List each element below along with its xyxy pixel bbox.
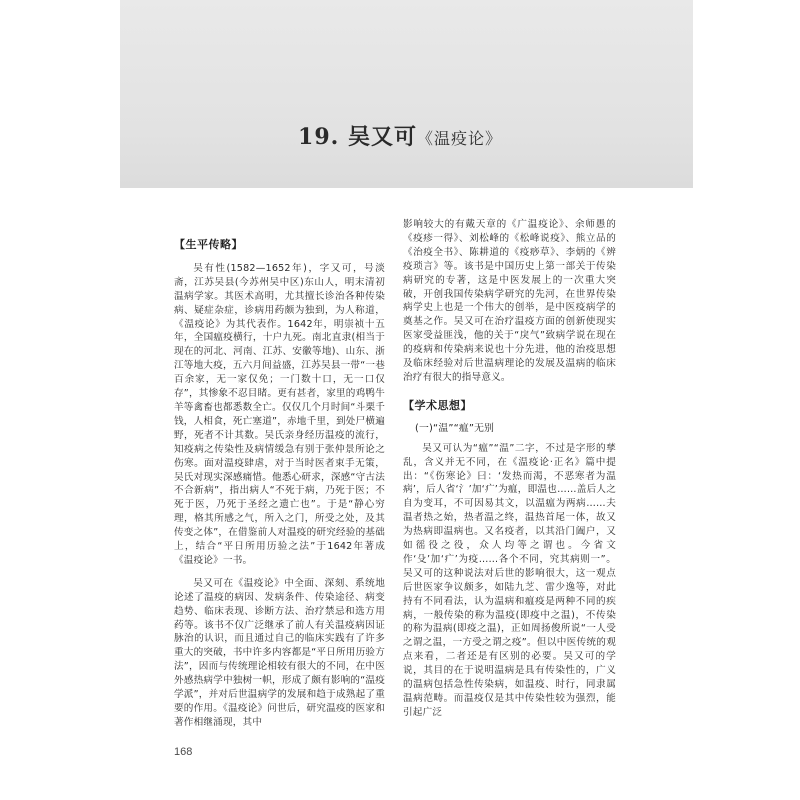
paragraph: 吴又可认为“瘟”“温”二字，不过是字形的孳乱，含义并无不同，在《温疫论·正名》篇中提出：“《伤寒论》曰：‘发热而渴，不恶寒者为温病’，后人省‘氵’加‘疒’为瘟，即温也……盖后人之自为变耳，不可因易其文，以温瘟为两病……夫温者热之始，热者温之终，温热首尾一体，故又为热病即温病也。又名疫者，以其沿门阖户，又如徭役之役，众人均等之谓也。今省文作‘殳’加‘疒’为疫……各个不同，究其病则一”。吴又可的这种说法对后世的影响很大，这一观点后世医家争议颇多，如陆九芝、雷少逸等，对此持有不同看法，认为温病和瘟疫是两种不同的疾病，一般传染的称为温疫(即疫中之温)，不传染的称为温病(即疫之温)，正如周扬俊所说“一人受之谓之温，一方受之谓之疫”。但以中医传统的观点来看，二者还是有区别的必要。吴又可的学说，其目的在于说明温病是具有传染性的，广义的温病包括急性传染病，如温疫、时行，同隶属温病范畴。而温疫仅是其中传染性较为强烈，能引起广泛 xyxy=(403,442,616,718)
section-heading-academic-thought: 【学术思想】 xyxy=(403,398,472,412)
chapter-title-book: 《温疫论》 xyxy=(416,129,502,148)
section-heading-biography: 【生平传略】 xyxy=(174,238,243,251)
chapter-title xyxy=(0,120,800,151)
paragraph-continuation: 影响较大的有戴天章的《广温疫论》、余师愚的《疫疹一得》、刘松峰的《松峰说疫》、熊立品的《治疫全书》、陈耕道的《疫痧草》、李炳的《辨疫琐言》等。该书是中国历史上第一部关于传染病研究的专著，这是中医发展上的一次重大突破，开创我国传染病学研究的先河，在世界传染病学史上也是一个伟大的创举，是中医疫病学的奠基之作。吴又可在治疗温疫方面的创新使现实医家受益匪浅，他的关于“戾气”致病学说在现在的疫病和传染病来说也十分先进，他的治疫思想及临床经验对后世温病理论的发展及温病的临床治疗有很大的指导意义。 xyxy=(403,219,616,383)
header-band xyxy=(120,0,693,188)
paragraph: 吴又可在《温疫论》中全面、深刻、系统地论述了温疫的病因、发病条件、传染途径、病变趋势、临床表现、诊断方法、治疗禁忌和选方用药等。该书不仅广泛继承了前人有关温疫病因证脉治的认识，而且通过自己的临床实践有了许多重大的突破，书中许多内容都是“平日所用历验方法”，因而与传统理论相较有很大的不同，在中医外感热病学中独树一帜，形成了颇有影响的“温疫学派”，并对后世温病学的发展和趋于成熟起了重要的作用。《温疫论》问世后，研究温疫的医家和著作相继涌现，其中 xyxy=(174,577,385,728)
right-column xyxy=(403,218,616,720)
paragraph: 吴有性(1582—1652年)，字又可，号淡斋，江苏吴县(今苏州吴中区)东山人，明末清初温病学家。其医术高明，尤其擅长诊治各种传染病、疑症杂症，诊病用药颇为独到，为人称道，《温疫论》为其代表作。1642年，明崇祯十五年，全国瘟疫横行，十户九死。南北直隶(相当于现在的河北、河南、江苏、安徽等地)、山东、浙江等地大疫，五六月间益盛，江苏吴县一带“一巷百余家，无一家仅免；一门数十口，无一口仅存”，其惨象不忍目睹。更有甚者，家里的鸡鸭牛羊等禽畜也都悉数全亡。仅仅几个月时间“斗栗千钱，人相食，死亡塞道”，赤地千里，到处尸横遍野，死者不计其数。吴氏亲身经历温疫的流行，知疫病之传染性及病情缓急有别于张仲景所论之伤寒。面对温疫肆虐，对于当时医者束手无策，吴氏对现实深感痛惜。他悉心研求，深感“守古法不合新病”，指出病人“不死于病，乃死于医；不死于医，乃死于圣经之遗亡也”。于是“静心穷理，格其所感之气，所入之门，所受之处，及其传变之体”，在借鉴前人对温疫的研究经验的基础上，结合“平日所用历验之法”于1642年著成《温疫论》一书。 xyxy=(174,262,385,566)
subsection-heading: (一)“温”“瘟”无别 xyxy=(415,422,495,434)
chapter-title-main: 19. 吴又可 xyxy=(298,124,417,150)
left-column xyxy=(174,238,385,730)
page-number: 168 xyxy=(174,746,193,758)
